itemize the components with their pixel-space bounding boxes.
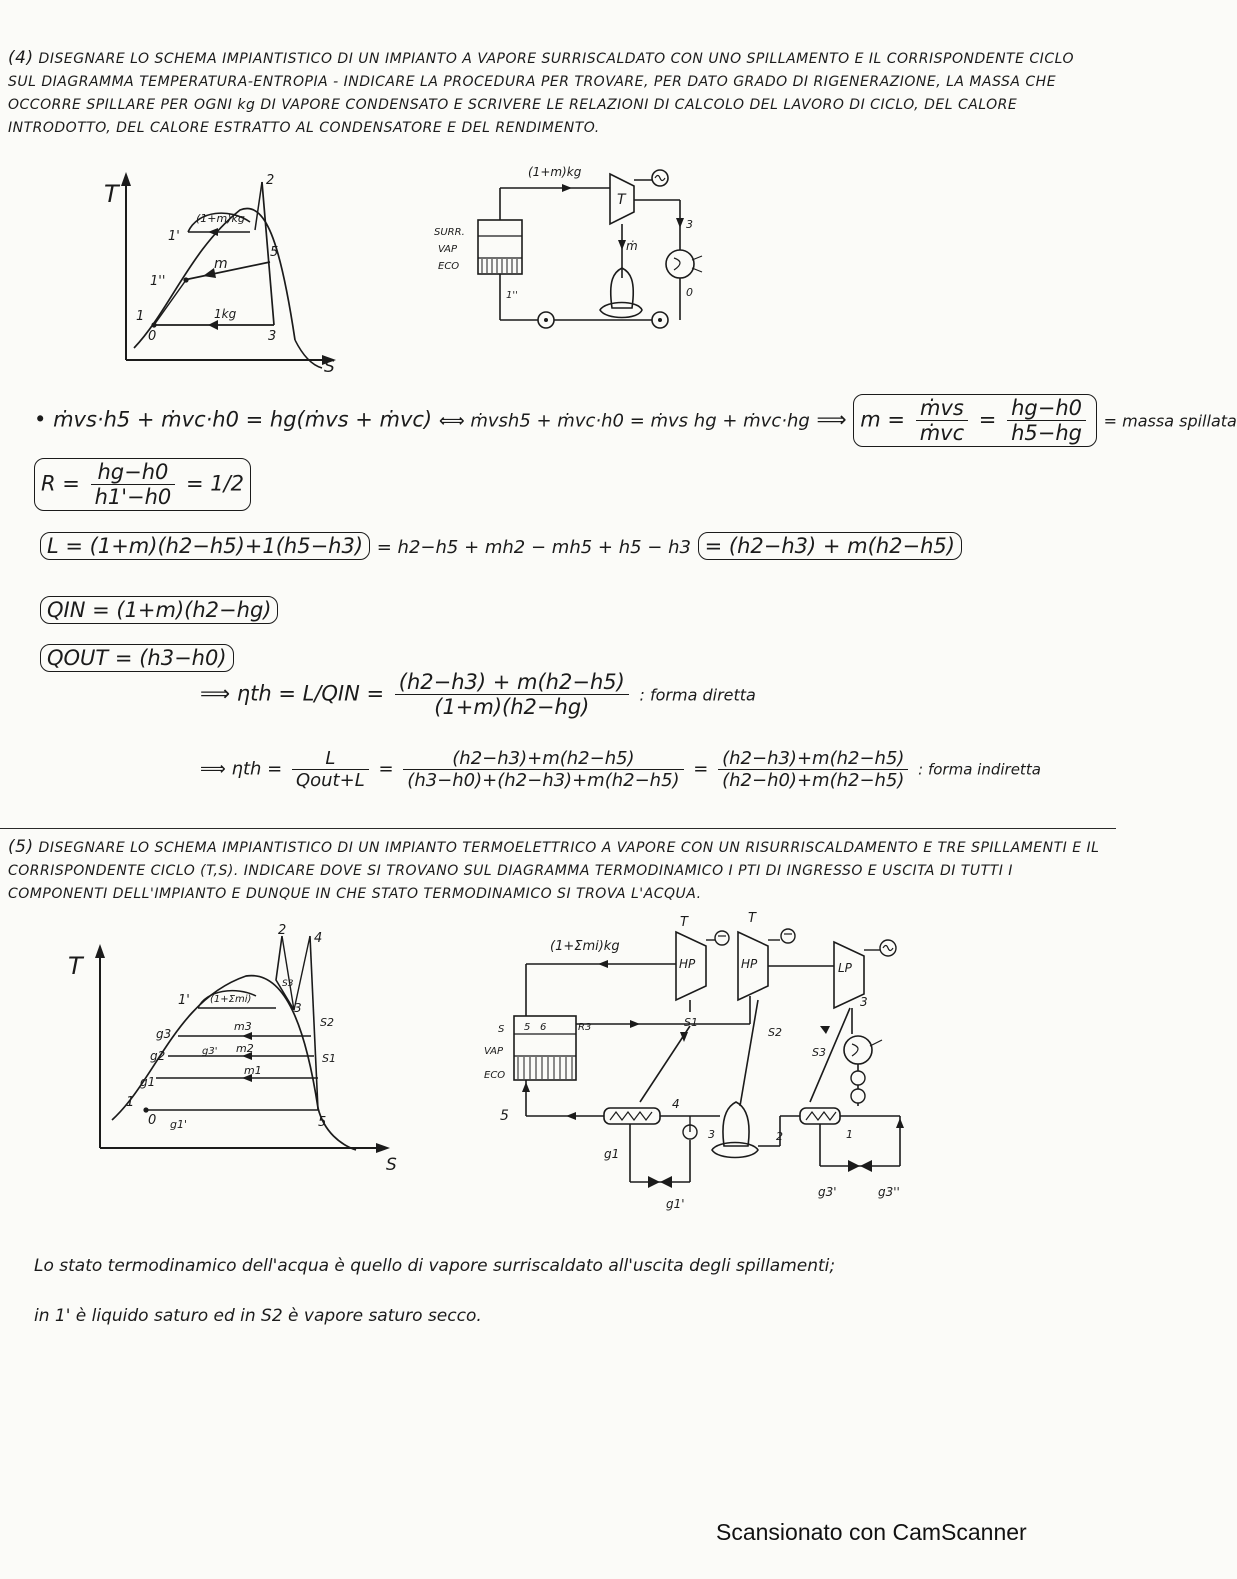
- plant-q5-bleed-s3: S3: [812, 1046, 826, 1059]
- eq-balance-mid: ⟺ ṁvsh5 + ṁvc·h0 = ṁvs hg + ṁvc·hg: [438, 410, 810, 432]
- eta-indirect-den2: (h3−h0)+(h2−h3)+m(h2−h5): [407, 770, 680, 791]
- eq-m-frac2: [1007, 396, 1086, 445]
- plant-q5-point-3a: 3: [860, 995, 868, 1009]
- plant-q5-bleed-s2: S2: [768, 1026, 782, 1039]
- plant-q4-point-3: 3: [686, 218, 693, 231]
- ts-q4-label-mass: (1+m)kg: [196, 212, 245, 225]
- eq-heat-in: [40, 596, 278, 624]
- eq-balance-arrow: ⟹: [816, 407, 847, 432]
- ts-q5-label-s2: S2: [320, 1016, 334, 1029]
- plant-q5-drain-g3pp: g3'': [878, 1185, 900, 1199]
- eq-m-lhs: m =: [860, 407, 905, 432]
- ts-q4-axis-s: S: [324, 357, 335, 377]
- eq-Qout-box: [40, 644, 234, 672]
- ts-q5-label-mass: (1+Σmi): [210, 994, 252, 1005]
- question-4-text: [8, 47, 1106, 140]
- eta-indirect-note: : forma indiretta: [918, 760, 1041, 779]
- question-5-number: (5): [8, 837, 34, 857]
- ts-q5-label-s1: S1: [322, 1052, 336, 1065]
- ts-q5-axis-s: S: [386, 1155, 397, 1175]
- eq-L-lhs-box: [40, 532, 370, 560]
- plant-q4-point-0: 0: [686, 286, 693, 299]
- eta-indirect-arrow: ⟹: [200, 758, 226, 780]
- eq-mass-balance: [34, 394, 1237, 447]
- eta-direct-num: (h2−h3) + m(h2−h5): [395, 670, 629, 695]
- plant-q4-mass-label: (1+m)kg: [528, 165, 582, 179]
- eta-direct-arrow: ⟹: [200, 681, 231, 706]
- plant-q5-bleed-s1: S1: [684, 1016, 698, 1029]
- eq-Qout: QOUT = (h3−h0): [47, 646, 227, 670]
- plant-q4-point-1pp: 1'': [506, 290, 518, 301]
- question-5-body: DISEGNARE LO SCHEMA IMPIANTISTICO DI UN IMPIANTO TERMOELETTRICO A VAPORE CON UN RISURRISCALDAMENTO E TRE SPILLAMENTI E IL CORRISPONDENTE CICLO (T,S). INDICARE DOVE SI TROVANO SUL DIAGRAMMA TERMODINAMICO I PTI DI INGRESSO E USCITA DI TUTTI I COMPONENTI DELL'IMPIANTO E DUNQUE IN CHE STATO TERMODINAMICO SI TROVA L'ACQUA.: [8, 840, 1100, 902]
- eq-regeneration-degree: [34, 458, 251, 511]
- ts-q5-label-1p: 1': [178, 993, 190, 1008]
- eq-R-num: hg−h0: [91, 460, 176, 485]
- ts-q5-label-m3: m3: [234, 1020, 252, 1033]
- eq-R-den: h1'−h0: [94, 485, 172, 509]
- eta-indirect-lhs: ηth =: [231, 758, 283, 780]
- eq-L-result: = (h2−h3) + m(h2−h5): [704, 534, 955, 558]
- eta-indirect-frac3: [718, 748, 908, 791]
- eq-L-result-box: [698, 532, 962, 560]
- plant-q4-boiler-vap: VAP: [438, 244, 458, 255]
- plant-q5-drain-g3p: g3': [818, 1185, 837, 1199]
- ts-q5-label-5: 5: [318, 1115, 327, 1130]
- ts-q5-label-g2: g2: [150, 1049, 166, 1063]
- eta-indirect-frac2: [403, 748, 683, 791]
- q5-answer-line-2: in 1' è liquido saturo ed in S2 è vapore saturo secco.: [34, 1306, 482, 1326]
- question-4-number: (4): [8, 48, 34, 68]
- eq-heat-out: [40, 644, 234, 672]
- ts-q5-label-g1p: g1': [170, 1118, 188, 1131]
- ts-q5-label-m2: m2: [236, 1042, 254, 1055]
- eta-indirect-num3: (h2−h3)+m(h2−h5): [718, 748, 908, 770]
- eq-L-lhs: L = (1+m)(h2−h5)+1(h5−h3): [47, 534, 364, 558]
- eq-m-num2: hg−h0: [1007, 396, 1086, 421]
- eq-work: [40, 532, 962, 560]
- ts-q5-label-0: 0: [148, 1113, 157, 1128]
- ts-q4-label-5: 5: [270, 245, 279, 260]
- plant-q5-point-2: 2: [776, 1130, 783, 1143]
- plant-q5-point-4: 4: [672, 1097, 680, 1111]
- camscanner-footer: Scansionato con CamScanner: [716, 1519, 1027, 1545]
- ts-diagram-q5: [56, 920, 406, 1180]
- eta-indirect-num2: (h2−h3)+m(h2−h5): [403, 748, 683, 770]
- question-4-body: DISEGNARE LO SCHEMA IMPIANTISTICO DI UN IMPIANTO A VAPORE SURRISCALDATO CON UNO SPILLAMENTO E IL CORRISPONDENTE CICLO SUL DIAGRAMMA TEMPERATURA-ENTROPIA - INDICARE LA PROCEDURA PER TROVARE, PER DATO GRADO DI RIGENERAZIONE, LA MASSA CHE OCCORRE SPILLARE PER OGNI kg DI VAPORE CONDENSATO E SCRIVERE LE RELAZIONI DI CALCOLO DEL LAVORO DI CICLO, DEL CALORE INTRODOTTO, DEL CALORE ESTRATTO AL CONDENSATORE E DEL RENDIMENTO.: [8, 51, 1074, 136]
- plant-q5-point-5: 5: [500, 1108, 509, 1124]
- question-5-text: [8, 836, 1106, 906]
- ts-q5-label-3: 3: [294, 1001, 302, 1015]
- ts-q5-label-g1: g1: [140, 1075, 156, 1089]
- plant-q4-boiler-surr: SURR.: [434, 227, 465, 238]
- eq-balance-lhs: ṁvs·h5 + ṁvc·h0 = hg(ṁvs + ṁvc): [53, 407, 433, 432]
- eta-indirect-eq1: =: [378, 758, 394, 780]
- ts-diagram-q4: [90, 160, 350, 380]
- eta-indirect-eq2: =: [693, 758, 709, 780]
- ts-q4-label-1p: 1': [168, 229, 180, 244]
- plant-q5-point-3b: 3: [708, 1128, 715, 1141]
- plant-q5-drain-g1: g1: [604, 1147, 620, 1161]
- eta-direct-note: : forma diretta: [639, 685, 756, 705]
- eq-m-frac1: [916, 396, 968, 445]
- plant-q5-point-1: 1: [846, 1128, 853, 1141]
- eta-direct-lhs: ηth = L/QIN =: [236, 681, 385, 706]
- plant-q5-drain-g1p: g1': [666, 1197, 685, 1211]
- eq-efficiency-indirect: [200, 748, 1041, 791]
- eq-m-den1: ṁvc: [919, 421, 965, 445]
- plant-schematic-q5: [480, 906, 920, 1216]
- plant-q4-turbine-label: T: [617, 192, 626, 208]
- section-divider: [0, 828, 1116, 829]
- plant-q5-turbine-lp: LP: [838, 961, 852, 975]
- ts-q4-label-1: 1: [136, 309, 145, 324]
- ts-q5-label-2: 2: [278, 923, 287, 938]
- plant-q5-boiler-eco: ECO: [484, 1070, 506, 1081]
- ts-q5-label-g3p: g3': [202, 1046, 218, 1057]
- ts-q4-label-1pp: 1'': [150, 274, 166, 289]
- eta-indirect-den1: Qout+L: [295, 770, 365, 791]
- eq-m-note: = massa spillata: [1103, 411, 1237, 431]
- ts-q4-label-0: 0: [148, 329, 157, 344]
- plant-schematic-q4: [430, 160, 720, 350]
- eq-R-frac: [91, 460, 176, 509]
- ts-q5-label-m1: m1: [244, 1064, 262, 1077]
- plant-q5-boiler-mark-6: 6: [540, 1022, 547, 1033]
- eq-m-den2: h5−hg: [1011, 421, 1082, 445]
- plant-q5-boiler-side-s: S: [498, 1024, 505, 1035]
- eta-indirect-den3: (h2−h0)+m(h2−h5): [722, 770, 905, 791]
- plant-q5-turbine-hp2: HP: [741, 957, 758, 971]
- eq-m-box: m = $\frac{\text{ṁvs}}{\text{ṁvc}}$ = $\frac{hg-h0}{h5-hg}$: [853, 394, 1097, 447]
- eq-R-box: [34, 458, 251, 511]
- ts-q4-label-2: 2: [266, 173, 275, 188]
- plant-q5-turbine-tag1: T: [680, 915, 688, 930]
- plant-q4-bleed-label: ṁ: [626, 239, 638, 253]
- eta-direct-den: (1+m)(h2−hg): [434, 695, 590, 719]
- q5-answer-line-1: Lo stato termodinamico dell'acqua è quello di vapore surriscaldato all'uscita degli spillamenti;: [34, 1256, 836, 1276]
- eta-direct-frac: [395, 670, 629, 719]
- eq-L-expand: = h2−h5 + mh2 − mh5 + h5 − h3: [376, 537, 691, 558]
- eq-m-num1: ṁvs: [916, 396, 968, 421]
- eq-Qin: QIN = (1+m)(h2−hg): [47, 598, 272, 622]
- eta-indirect-num1: L: [292, 748, 369, 770]
- eq-efficiency-direct: [200, 670, 756, 719]
- ts-q5-label-1: 1: [126, 1095, 135, 1110]
- eq-Qin-box: [40, 596, 278, 624]
- plant-q5-boiler-vap: VAP: [484, 1046, 504, 1057]
- eq-R-lhs: R =: [41, 471, 80, 496]
- ts-q5-label-4: 4: [314, 931, 323, 946]
- eta-indirect-frac1: [292, 748, 369, 791]
- plant-q4-boiler-eco: ECO: [438, 261, 460, 272]
- plant-q5-mass-label: (1+Σmi)kg: [550, 939, 620, 954]
- ts-q4-axis-t: T: [104, 180, 119, 208]
- ts-q4-label-m: m: [214, 256, 228, 272]
- plant-q5-turbine-tag2: T: [748, 911, 756, 926]
- eq-R-rhs: = 1/2: [185, 471, 245, 496]
- ts-q5-label-s3: S3: [282, 979, 294, 989]
- plant-q5-turbine-hp1: HP: [679, 957, 696, 971]
- ts-q5-label-g3: g3: [156, 1027, 172, 1041]
- ts-q4-label-1kg: 1kg: [214, 307, 237, 321]
- eq-balance-bullet: •: [34, 407, 54, 432]
- ts-q4-label-3: 3: [268, 329, 277, 344]
- ts-q5-axis-t: T: [68, 952, 83, 980]
- plant-q5-boiler-mark-5: 5: [524, 1022, 531, 1033]
- plant-q5-boiler-mark-r3: R3: [578, 1022, 592, 1033]
